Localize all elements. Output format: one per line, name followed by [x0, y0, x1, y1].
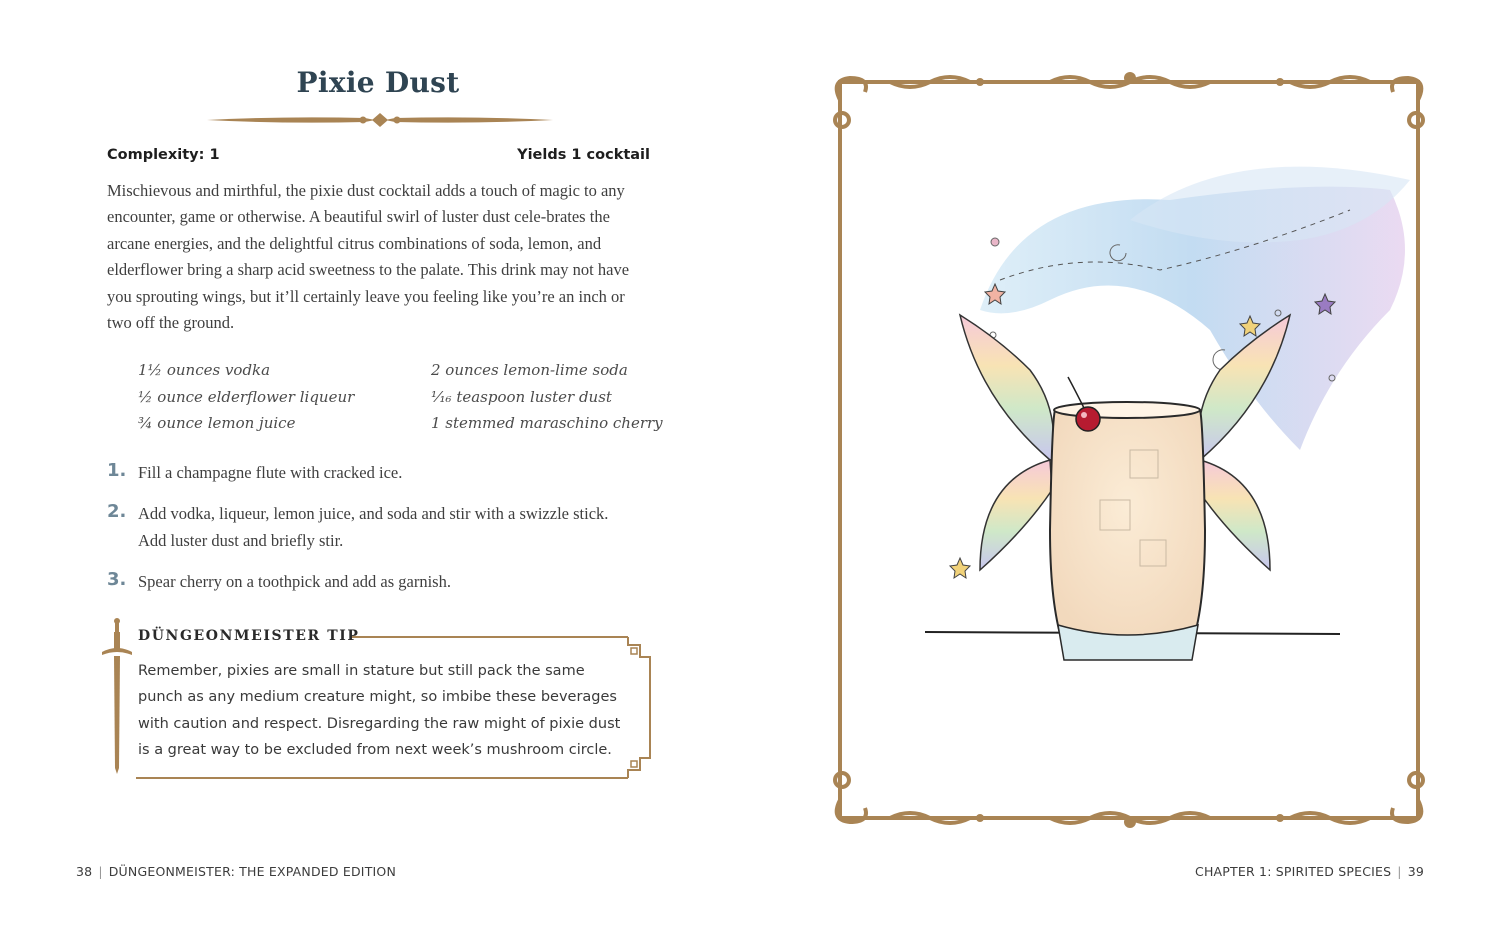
complexity-label: Complexity: 1	[107, 147, 220, 163]
book-title: DÜNGEONMEISTER: THE EXPANDED EDITION	[108, 864, 397, 879]
ingredient-item: ¾ ounce lemon juice	[138, 414, 296, 432]
ingredients-column-right	[431, 357, 671, 437]
recipe-title: Pixie Dust	[296, 66, 460, 99]
illustration-frame	[830, 70, 1430, 830]
ingredients-column-left	[138, 357, 418, 437]
step-text: Spear cherry on a toothpick and add as garnish.	[138, 572, 451, 591]
sword-icon	[102, 618, 132, 774]
step-text: Add vodka, liqueur, lemon juice, and soda and stir with a swizzle stick. Add luster dust and briefly stir.	[138, 504, 609, 550]
recipe-intro: Mischievous and mirthful, the pixie dust cocktail adds a touch of magic to any encounter, game or otherwise. A beautiful swirl of luster dust cele-brates the arcane energies, and the delightful citrus combinations of soda, lemon, and elderflower bring a sharp acid sweetness to the palate. This drink may not have you sprouting wings, but it’ll certainly leave you feeling like you’re an inch or two off the ground.	[107, 181, 630, 333]
step-number: 1.	[107, 460, 127, 481]
ingredient-item: 1½ ounces vodka	[138, 361, 271, 379]
step-text: Fill a champagne flute with cracked ice.	[138, 463, 403, 482]
ingredient-item: ½ ounce elderflower liqueur	[138, 387, 355, 406]
title-ornament-divider	[205, 110, 555, 130]
ingredient-item: 1 stemmed maraschino cherry	[431, 414, 663, 432]
footer-left	[76, 864, 396, 879]
page-number: 39	[1407, 864, 1424, 879]
footer-separator: |	[1397, 864, 1402, 879]
step-number: 2.	[107, 501, 127, 522]
tip-heading: DÜNGEONMEISTER TIP	[138, 628, 360, 644]
chapter-title: CHAPTER 1: SPIRITED SPECIES	[1195, 864, 1392, 879]
footer-right	[1195, 864, 1424, 879]
step-number: 3.	[107, 569, 127, 590]
page-number: 38	[76, 864, 93, 879]
footer-separator: |	[98, 864, 103, 879]
tip-body: Remember, pixies are small in stature but still pack the same punch as any medium creature might, so imbibe these beverages with caution and respect. Disregarding the raw might of pixie dust is a great way to be excluded from next week’s mushroom circle.	[138, 663, 621, 758]
ingredient-item: 2 ounces lemon-lime soda	[431, 361, 628, 379]
yield-label: Yields 1 cocktail	[517, 147, 650, 163]
ingredient-item: ¹⁄₁₆ teaspoon luster dust	[431, 387, 612, 406]
